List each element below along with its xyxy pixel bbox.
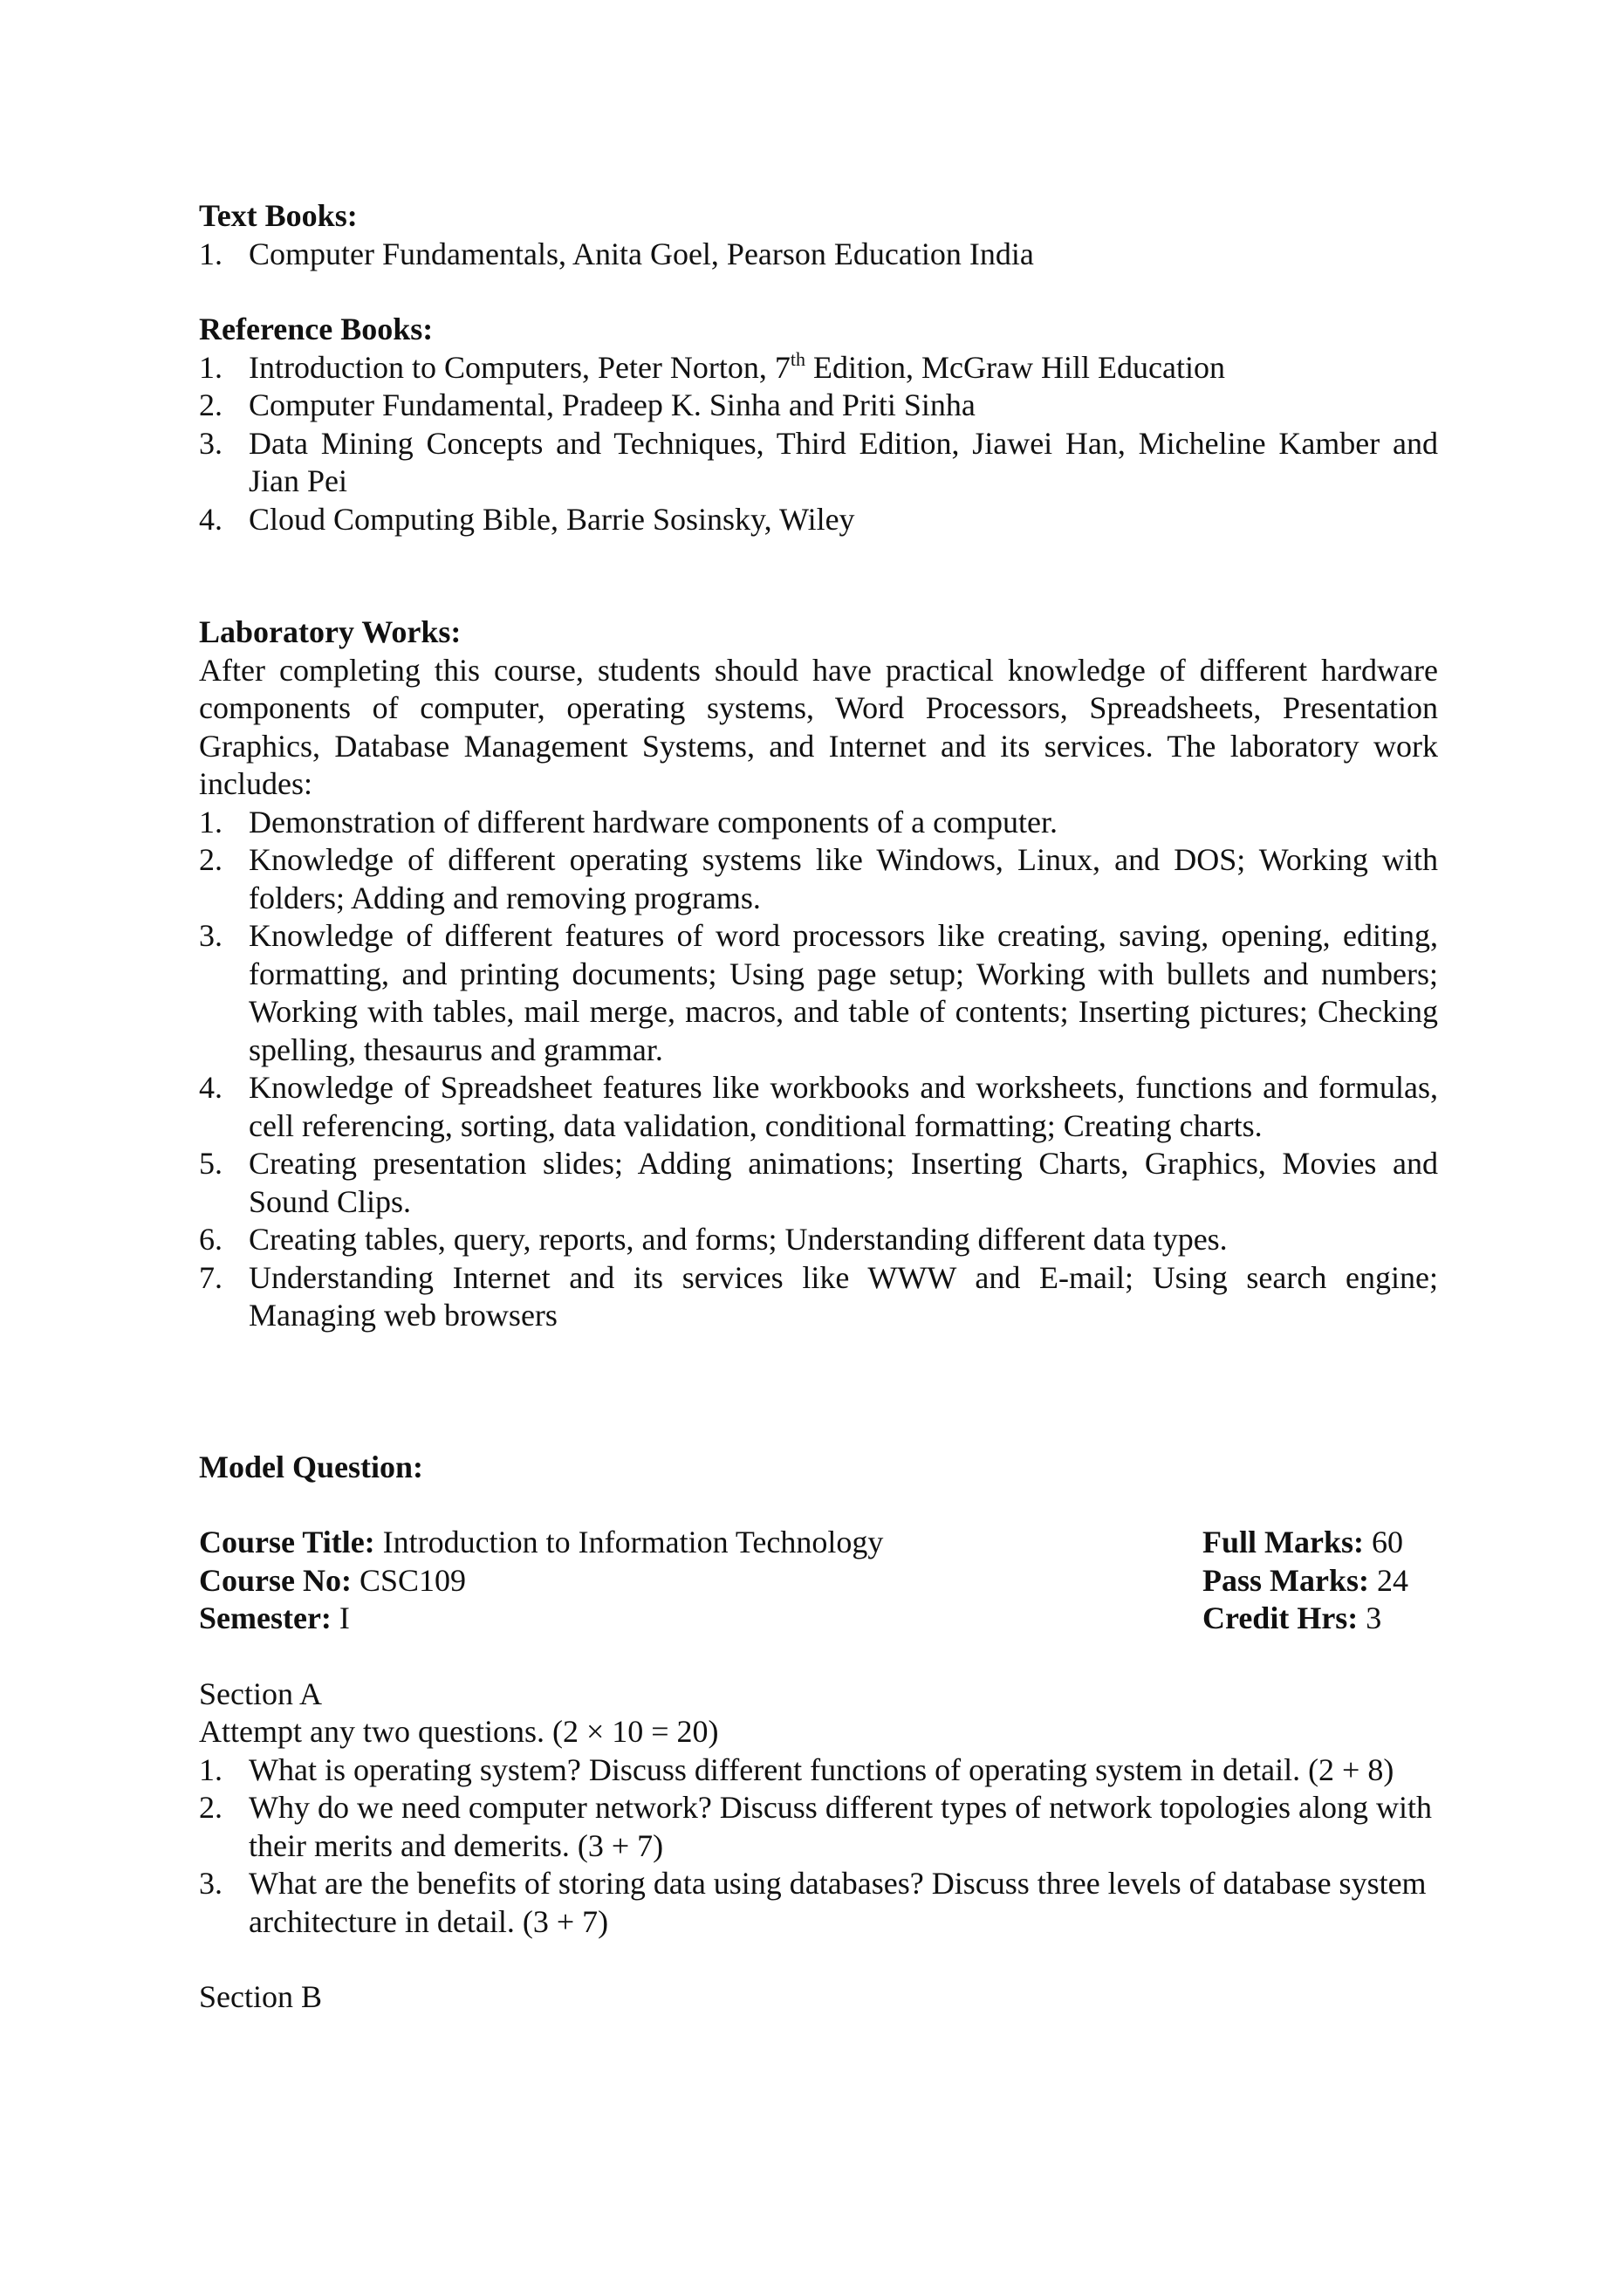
laboratory-works-list — [199, 804, 1438, 1335]
credit-hrs-row: Credit Hrs: 3 — [1202, 1600, 1382, 1635]
section-b-title: Section B — [199, 1979, 322, 2014]
pass-marks-row: Pass Marks: 24 — [1202, 1562, 1408, 1598]
reference-books-heading: Reference Books: — [199, 312, 434, 346]
section-a-questions — [199, 1751, 1438, 1942]
reference-books-list — [199, 349, 1438, 539]
list-item: 2. Computer Fundamental, Pradeep K. Sinha and Priti Sinha — [199, 387, 976, 422]
list-item: 1. Computer Fundamentals, Anita Goel, Pearson Education India — [199, 236, 1034, 271]
list-item: 4. Cloud Computing Bible, Barrie Sosinsky, Wiley — [199, 501, 855, 537]
laboratory-works-intro: After completing this course, students should have practical knowledge of different hardware components of computer, operating systems, Word Processors, Spreadsheets, Presentation Graphics, Database Management Systems, and Internet and its services. The laboratory work includes: — [199, 652, 1438, 801]
course-title-row: Course Title: Introduction to Information Technology — [199, 1525, 884, 1559]
text-books-heading: Text Books: — [199, 198, 358, 233]
question-item: 3. What are the benefits of storing data using databases? Discuss three levels of database system architecture in detail. (3 + 7) — [199, 1866, 1427, 1939]
course-info — [199, 1524, 1438, 1638]
laboratory-works-heading: Laboratory Works: — [199, 614, 462, 649]
list-item: 1. Introduction to Computers, Peter Norton, 7th Edition, McGraw Hill Education — [199, 347, 1225, 385]
list-item: 3. Data Mining Concepts and Techniques, Third Edition, Jiawei Han, Micheline Kamber and Jian Pei — [199, 425, 1438, 498]
course-info-right — [1202, 1524, 1438, 1638]
question-item: 2. Why do we need computer network? Discuss different types of network topologies along with their merits and demerits. (3 + 7) — [199, 1790, 1433, 1863]
semester-row: Semester: I — [199, 1600, 350, 1635]
question-item: 1. What is operating system? Discuss different functions of operating system in detail. (2 + 8) — [199, 1751, 1394, 1787]
list-item: 3. Knowledge of different features of word processors like creating, saving, opening, editing, formatting, and printing documents; Using page setup; Working with bullets and numbers; Working with tables, mail merge, macros, and table of contents; Inserting pictures; Checking spelling, thesaurus and grammar. — [199, 918, 1438, 1067]
page-content — [199, 197, 1438, 2017]
list-item: 4. Knowledge of Spreadsheet features like workbooks and worksheets, functions and formulas, cell referencing, sorting, data validation, conditional formatting; Creating charts. — [199, 1070, 1438, 1143]
list-item: 2. Knowledge of different operating systems like Windows, Linux, and DOS; Working with folders; Adding and removing programs. — [199, 842, 1438, 915]
full-marks-row: Full Marks: 60 — [1202, 1525, 1403, 1559]
list-item: 5. Creating presentation slides; Adding animations; Inserting Charts, Graphics, Movies and Sound Clips. — [199, 1146, 1438, 1219]
list-item: 6. Creating tables, query, reports, and forms; Understanding different data types. — [199, 1222, 1228, 1257]
course-info-left — [199, 1524, 883, 1638]
model-question-heading: Model Question: — [199, 1449, 423, 1484]
list-item: 1. Demonstration of different hardware components of a computer. — [199, 804, 1058, 840]
section-a-title: Section A — [199, 1676, 322, 1711]
list-item: 7. Understanding Internet and its services like WWW and E-mail; Using search engine; Managing web browsers — [199, 1259, 1438, 1333]
course-no-row: Course No: CSC109 — [199, 1562, 467, 1598]
section-a-instruction: Attempt any two questions. (2 × 10 = 20) — [199, 1714, 719, 1749]
text-books-list — [199, 236, 1438, 274]
